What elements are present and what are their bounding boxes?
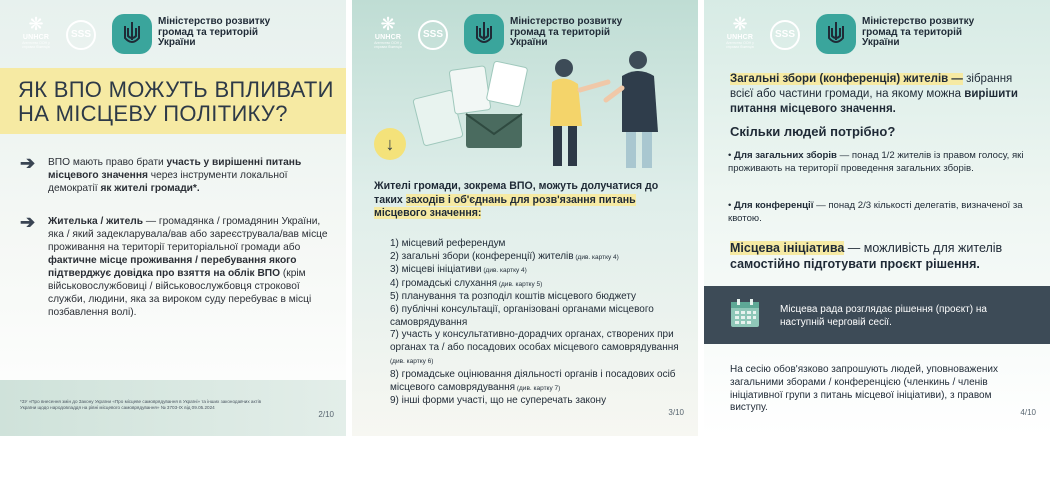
list-item: 9) інші форми участі, що не суперечать закону	[390, 395, 607, 407]
arrow-right-icon: ➔	[20, 153, 36, 173]
page-title: ЯК ВПО МОЖУТЬ ВПЛИВАТИ НА МІСЦЕВУ ПОЛІТИКУ?	[18, 77, 334, 126]
card-3-of-10	[352, 0, 698, 436]
ministry-name: Міністерство розвитку громад та територій України	[862, 16, 975, 48]
unhcr-emblem-icon: ❋	[732, 14, 748, 34]
calendar-icon	[730, 298, 760, 328]
title-band	[0, 68, 346, 134]
unhcr-logo: ❋ UNHCR Агентство ООН у справах біженців	[16, 14, 56, 58]
list-item: 1) місцевий референдум	[390, 238, 506, 249]
list-item: 5) планування та розподіл коштів місцевого бюджету	[390, 291, 637, 303]
unhcr-emblem-icon: ❋	[380, 14, 396, 34]
page-number: 2/10	[318, 410, 334, 419]
unhcr-logo: ❋ UNHCR Агентство ООН у справах біженців	[720, 14, 760, 58]
card-reference: (див. картку 4)	[573, 253, 619, 261]
general-meeting-definition: Загальні збори (конференція) жителів — зібрання всієї або частини громади, на якому можна вирішити питання місцевого значення.	[730, 73, 1018, 115]
ministry-name: Міністерство розвитку громад та територій України	[158, 16, 271, 48]
card-2-of-10	[0, 0, 346, 436]
sss-logo: SSS	[418, 20, 448, 50]
paragraph-resident-definition: Жителька / житель — громадянка / громадянин України, яка / який задекларувала/вав або зареєструвала/вав місце проживання на території територіальної громади або фактичне місце проживання / перебування якого підтверджує довідка про взяття на облік ВПО (крім військовослужбовиці / військовослужбовця строкової служби, людини, яка за вироком суду перебуває в місці позбавлення волі).	[48, 216, 328, 318]
session-invitation-note: На сесію обов'язково запрошують людей, уповноважених загальними зборами / конференцією (членкинь / членів ініціативної групи з питань місцевої ініціативи), з правом виступу.	[730, 364, 998, 414]
list-item: 8) громадське оцінювання діяльності органів і посадових осіб місцевого самоврядування (див. картку 7)	[390, 368, 676, 393]
page-number: 4/10	[1020, 408, 1036, 417]
quorum-general-meeting: • Для загальних зборів — понад 1/2 жителів із правом голосу, які проживають на території проведення загальних зборів.	[728, 150, 1024, 174]
ministry-emblem-icon	[816, 14, 856, 54]
header-logos	[720, 14, 1040, 58]
card-reference: (див. картку 7)	[515, 384, 561, 392]
list-item: 4) громадські слухання (див. картку 5)	[390, 277, 543, 289]
card-4-of-10	[704, 0, 1050, 436]
page-number: 3/10	[668, 408, 684, 417]
list-item: 7) участь у консультативно-дорадчих органах, створених при органах та / або посадових особах місцевого самоврядування (див. картку 6)	[390, 329, 679, 366]
participation-lead: Жителі громади, зокрема ВПО, можуть долучатися до таких заходів і об'єднань для розв'язання питань місцевого значення:	[374, 180, 659, 219]
card-reference: (див. картку 6)	[390, 358, 434, 366]
local-initiative-definition: Місцева ініціатива — можливість для жителів самостійно підготувати проєкт рішення.	[730, 241, 1003, 271]
participation-forms-list	[390, 238, 690, 408]
quorum-conference: • Для конференції — понад 2/3 кількості делегатів, визначеної за квотою.	[728, 200, 1023, 224]
quorum-question: Скільки людей потрібно?	[730, 124, 896, 139]
footnote-band	[0, 380, 346, 436]
list-item: 3) місцеві ініціативи (див. картку 4)	[390, 264, 527, 276]
list-item: 6) публічні консультації, організовані органами місцевого самоврядування	[390, 303, 654, 328]
card-reference: (див. картку 4)	[481, 267, 527, 275]
ministry-name: Міністерство розвитку громад та територій України	[510, 16, 623, 48]
footnote: *ЗУ «Про внесення змін до Закону України «Про місцеве самоврядування в Україні» та інших законодавчих актів України щодо народовладдя на рівні місцевого самоврядування» № 3703-IX від 09.05.2024	[20, 399, 262, 410]
council-review-band	[704, 286, 1050, 344]
sss-logo: SSS	[66, 20, 96, 50]
list-item: 2) загальні збори (конференції) жителів (див. картку 4)	[390, 250, 619, 262]
unhcr-emblem-icon: ❋	[28, 14, 44, 34]
header-logos	[16, 14, 336, 58]
people-documents-illustration	[412, 44, 682, 172]
arrow-down-icon: ↓	[374, 128, 406, 160]
unhcr-logo: ❋ UNHCR Агентство ООН у справах біженців	[368, 14, 408, 58]
sss-logo: SSS	[770, 20, 800, 50]
council-review-text: Місцева рада розглядає рішення (проєкт) на наступній черговій сесії.	[780, 304, 987, 328]
card-reference: (див. картку 5)	[497, 280, 543, 288]
ministry-emblem-icon	[112, 14, 152, 54]
paragraph-rights: ВПО мають право брати участь у вирішенні питань місцевого значення через інструменти локальної демократії як жителі громади*.	[48, 157, 302, 194]
arrow-right-icon: ➔	[20, 212, 36, 232]
